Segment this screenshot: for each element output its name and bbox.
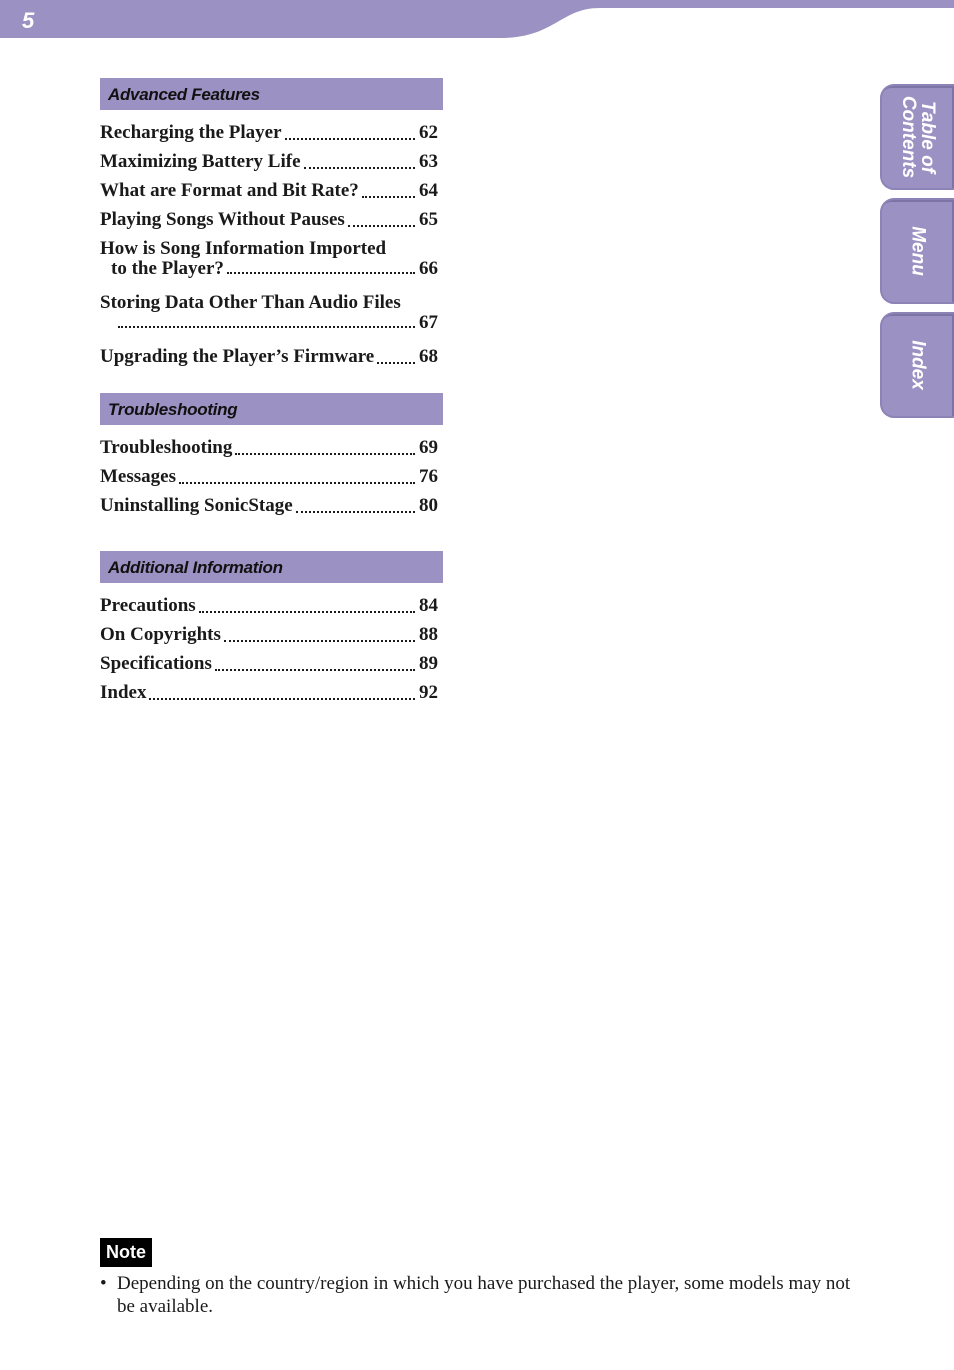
toc-entry-storing-data[interactable] bbox=[100, 288, 438, 342]
toc-entry-format-bit-rate[interactable] bbox=[100, 176, 438, 205]
toc-page: 69 bbox=[419, 437, 438, 458]
toc-list bbox=[100, 118, 443, 371]
leader-dots bbox=[348, 225, 415, 227]
toc-page: 84 bbox=[419, 595, 438, 616]
toc-page: 66 bbox=[419, 258, 438, 279]
leader-dots bbox=[224, 640, 415, 642]
toc-page: 88 bbox=[419, 624, 438, 645]
toc-entry-song-information[interactable] bbox=[100, 234, 438, 288]
section-additional-information bbox=[100, 551, 443, 707]
leader-dots bbox=[227, 272, 415, 274]
leader-dots bbox=[179, 482, 415, 484]
toc-title: Uninstalling SonicStage bbox=[100, 495, 293, 516]
tab-label bbox=[909, 340, 928, 390]
toc-page: 80 bbox=[419, 495, 438, 516]
toc-page: 68 bbox=[419, 346, 438, 367]
section-troubleshooting bbox=[100, 393, 443, 520]
leader-dots bbox=[285, 138, 415, 140]
toc-entry-messages[interactable] bbox=[100, 462, 438, 491]
toc-list bbox=[100, 433, 443, 520]
toc-page: 67 bbox=[419, 312, 438, 333]
tab-table-of-contents[interactable] bbox=[882, 86, 954, 188]
toc-list bbox=[100, 591, 443, 707]
leader-dots bbox=[149, 698, 415, 700]
toc-title: Playing Songs Without Pauses bbox=[100, 209, 345, 230]
section-heading: Advanced Features bbox=[100, 78, 443, 110]
toc-entry-index[interactable] bbox=[100, 678, 438, 707]
toc-entry-copyrights[interactable] bbox=[100, 620, 438, 649]
tab-label bbox=[909, 226, 928, 276]
toc-entry-uninstalling[interactable] bbox=[100, 491, 438, 520]
tab-label-line: Index bbox=[907, 340, 929, 390]
toc-title: Troubleshooting bbox=[100, 437, 233, 458]
tab-index[interactable] bbox=[882, 314, 954, 416]
toc-page: 89 bbox=[419, 653, 438, 674]
note-text bbox=[100, 1272, 860, 1318]
leader-dots bbox=[235, 453, 415, 455]
toc-title: Precautions bbox=[100, 595, 196, 616]
leader-dots bbox=[118, 326, 415, 328]
note-body: Depending on the country/region in which you have purchased the player, some models may not be available. bbox=[117, 1273, 851, 1317]
toc-title: Index bbox=[100, 682, 147, 703]
toc-title: Maximizing Battery Life bbox=[100, 151, 301, 172]
tab-label-line: Menu bbox=[907, 226, 929, 276]
top-banner bbox=[0, 0, 954, 40]
section-advanced-features bbox=[100, 78, 443, 371]
toc-page: 92 bbox=[419, 682, 438, 703]
toc-entry-without-pauses[interactable] bbox=[100, 205, 438, 234]
toc-entry-battery-life[interactable] bbox=[100, 147, 438, 176]
tab-label bbox=[899, 96, 937, 178]
leader-dots bbox=[296, 511, 415, 513]
toc-title: What are Format and Bit Rate? bbox=[100, 180, 359, 201]
toc-title: On Copyrights bbox=[100, 624, 221, 645]
page-number: 5 bbox=[22, 8, 35, 33]
toc-entry-precautions[interactable] bbox=[100, 591, 438, 620]
tab-label-line: Contents bbox=[898, 95, 919, 179]
toc-entry-firmware[interactable] bbox=[100, 342, 438, 371]
leader-dots bbox=[377, 362, 415, 364]
toc-page: 65 bbox=[419, 209, 438, 230]
toc-page: 76 bbox=[419, 466, 438, 487]
leader-dots bbox=[199, 611, 415, 613]
toc-page: 62 bbox=[419, 122, 438, 143]
toc-page: 63 bbox=[419, 151, 438, 172]
section-heading: Troubleshooting bbox=[100, 393, 443, 425]
toc-title: Messages bbox=[100, 466, 176, 487]
toc-title: Recharging the Player bbox=[100, 122, 282, 143]
toc-page: 64 bbox=[419, 180, 438, 201]
toc-title-continuation bbox=[100, 259, 438, 288]
tab-menu[interactable] bbox=[882, 200, 954, 302]
bullet-icon: • bbox=[100, 1273, 107, 1294]
toc-entry-recharging[interactable] bbox=[100, 118, 438, 147]
toc-title-continuation bbox=[100, 313, 438, 342]
note-badge: Note bbox=[100, 1238, 152, 1267]
leader-dots bbox=[304, 167, 415, 169]
toc-entry-specifications[interactable] bbox=[100, 649, 438, 678]
toc-title: How is Song Information Imported bbox=[100, 238, 387, 259]
toc-title: Specifications bbox=[100, 653, 212, 674]
leader-dots bbox=[215, 669, 415, 671]
tab-label-line: Table of bbox=[917, 100, 938, 174]
toc-entry-troubleshooting[interactable] bbox=[100, 433, 438, 462]
toc-title: Storing Data Other Than Audio Files bbox=[100, 292, 401, 313]
toc-title: Upgrading the Player’s Firmware bbox=[100, 346, 375, 367]
section-heading: Additional Information bbox=[100, 551, 443, 583]
leader-dots bbox=[362, 196, 415, 198]
toc-title: to the Player? bbox=[111, 258, 224, 279]
